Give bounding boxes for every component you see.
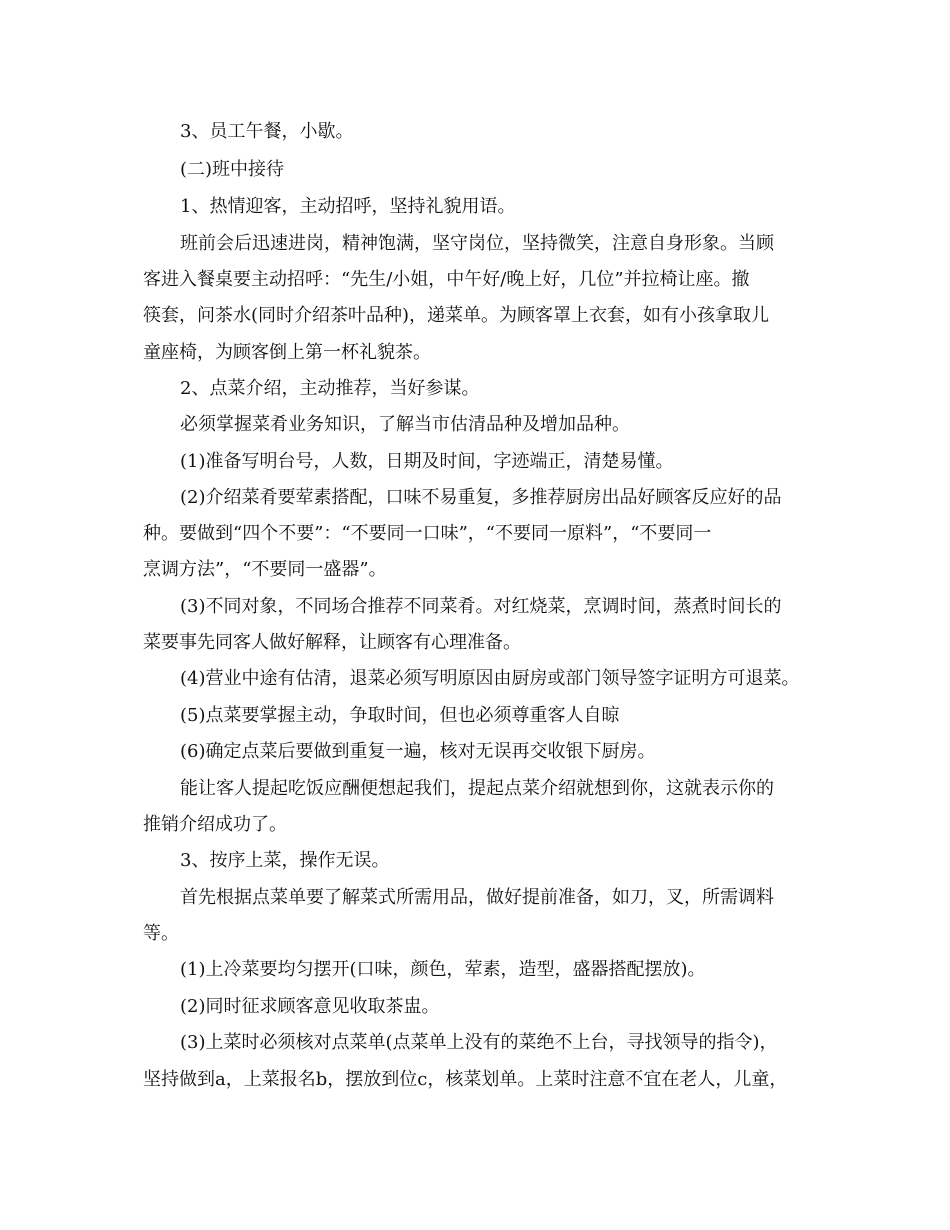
paragraph-line: 首先根据点菜单要了解菜式所需用品，做好提前准备，如刀，叉，所需调料 bbox=[180, 887, 774, 908]
section-heading: (二)班中接待 bbox=[180, 159, 285, 180]
paragraph-line: 筷套，问茶水(同时介绍茶叶品种)，递菜单。为顾客罩上衣套，如有小孩拿取儿 bbox=[143, 305, 770, 326]
subsection-heading: 2、点菜介绍，主动推荐，当好参谋。 bbox=[180, 378, 480, 399]
paragraph-line: 推销介绍成功了。 bbox=[143, 814, 287, 835]
list-item: (6)确定点菜后要做到重复一遍，核对无误再交收银下厨房。 bbox=[180, 741, 656, 762]
paragraph-line: 烹调方法”，“不要同一盛器”。 bbox=[143, 559, 387, 580]
paragraph-line: 3、员工午餐，小歇。 bbox=[180, 121, 354, 142]
list-item: (2)介绍菜肴要荤素搭配，口味不易重复，多推荐厨房出品好顾客反应好的品 bbox=[180, 487, 782, 508]
list-item: (4)营业中途有估清，退菜必须写明原因由厨房或部门领导签字证明方可退菜。 bbox=[180, 668, 800, 689]
paragraph-line: 种。要做到“四个不要”：“不要同一口味”，“不要同一原料”，“不要同一 bbox=[143, 523, 712, 544]
paragraph-line: 坚持做到a，上菜报名b，摆放到位c，核菜划单。上菜时注意不宜在老人，儿童， bbox=[143, 1069, 788, 1090]
paragraph-line: 等。 bbox=[143, 923, 179, 944]
subsection-heading: 3、按序上菜，操作无误。 bbox=[180, 850, 390, 871]
list-item: (3)上菜时必须核对点菜单(点菜单上没有的菜绝不上台，寻找领导的指令)， bbox=[180, 1032, 778, 1053]
list-item: (1)上冷菜要均匀摆开(口味，颜色，荤素，造型，盛器搭配摆放)。 bbox=[180, 959, 706, 980]
paragraph-line: 能让客人提起吃饭应酬便想起我们，提起点菜介绍就想到你，这就表示你的 bbox=[180, 778, 774, 799]
subsection-heading: 1、热情迎客，主动招呼，坚持礼貌用语。 bbox=[180, 196, 516, 217]
list-item: (3)不同对象，不同场合推荐不同菜肴。对红烧菜，烹调时间，蒸煮时间长的 bbox=[180, 596, 782, 617]
paragraph-line: 菜要事先同客人做好解释，让顾客有心理准备。 bbox=[143, 632, 521, 653]
list-item: (2)同时征求顾客意见收取茶盅。 bbox=[180, 996, 440, 1017]
paragraph-line: 班前会后迅速进岗，精神饱满，坚守岗位，坚持微笑，注意自身形象。当顾 bbox=[180, 233, 774, 254]
paragraph-line: 客进入餐桌要主动招呼：“先生/小姐，中午好/晚上好，几位”并拉椅让座。撤 bbox=[143, 269, 750, 290]
paragraph-line: 必须掌握菜肴业务知识，了解当市估清品种及增加品种。 bbox=[180, 414, 630, 435]
paragraph-line: 童座椅，为顾客倒上第一杯礼貌茶。 bbox=[143, 342, 431, 363]
list-item: (1)准备写明台号，人数，日期及时间，字迹端正，清楚易懂。 bbox=[180, 451, 674, 472]
list-item: (5)点菜要掌握主动，争取时间，但也必须尊重客人自晾 bbox=[180, 705, 620, 726]
